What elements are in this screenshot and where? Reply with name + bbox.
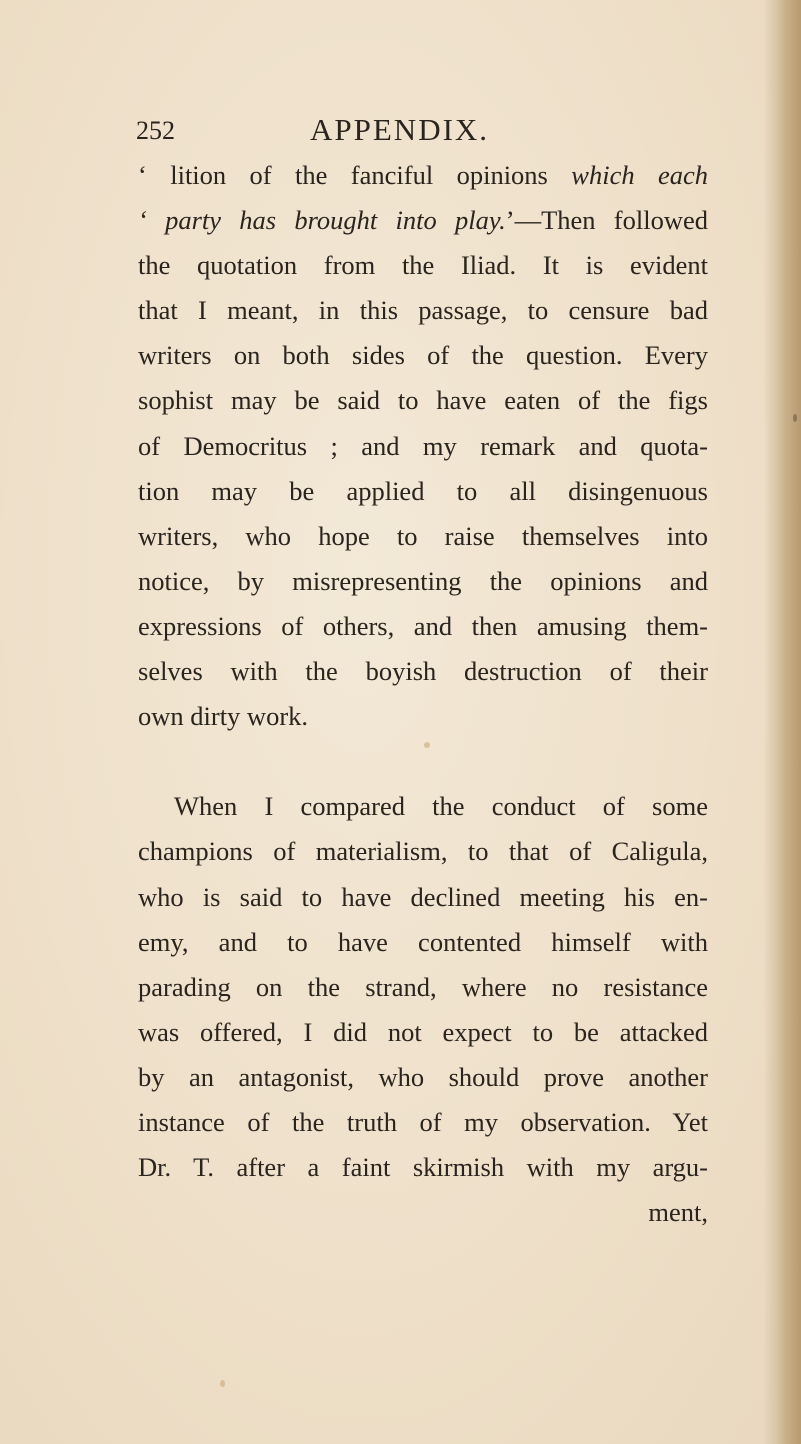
text-line: writers, who hope to raise themselves into: [138, 520, 708, 551]
text-line: selves with the boyish destruction of their: [138, 656, 708, 687]
text-line: own dirty work.: [138, 701, 309, 732]
paper-speck: [793, 414, 797, 422]
text-line: ‘ party has brought into play.’—Then followed: [138, 205, 709, 236]
text-line: parading on the strand, where no resistance: [138, 971, 708, 1002]
running-head: APPENDIX.: [310, 112, 490, 147]
text-line: champions of materialism, to that of Caligula,: [138, 836, 708, 867]
text-line: of Democritus ; and my remark and quota-: [138, 430, 708, 461]
text-line: ‘ lition of the fanciful opinions which each: [138, 160, 708, 190]
text-line: writers on both sides of the question. Every: [138, 340, 708, 371]
text-line: When I compared the conduct of some: [174, 791, 708, 822]
paragraph-2: [138, 784, 708, 1235]
text-line: emy, and to have contented himself with: [138, 926, 708, 957]
paragraph-1: [138, 153, 708, 739]
text-line: notice, by misrepresenting the opinions and: [138, 565, 708, 596]
body-text: [138, 153, 708, 1235]
text-line: who is said to have declined meeting his en-: [138, 881, 708, 912]
text-line: instance of the truth of my observation. Yet: [138, 1106, 708, 1137]
text-line: expressions of others, and then amusing them-: [138, 610, 708, 641]
text-line: by an antagonist, who should prove another: [138, 1061, 708, 1092]
page-number: 252: [136, 116, 175, 145]
text-line: was offered, I did not expect to be attacked: [138, 1016, 708, 1047]
text-line: the quotation from the Iliad. It is evident: [138, 250, 708, 281]
text-line: that I meant, in this passage, to censure bad: [138, 295, 708, 326]
paper-speck: [424, 742, 430, 748]
text-line: Dr. T. after a faint skirmish with my argu-: [138, 1152, 708, 1183]
page-gutter-shadow: [763, 0, 801, 1444]
paragraph-gap: [138, 739, 708, 784]
catchword: ment,: [648, 1197, 708, 1228]
text-line: tion may be applied to all disingenuous: [138, 475, 708, 506]
page-header: [0, 112, 801, 152]
text-line: sophist may be said to have eaten of the figs: [138, 385, 708, 416]
paper-speck: [220, 1380, 225, 1387]
